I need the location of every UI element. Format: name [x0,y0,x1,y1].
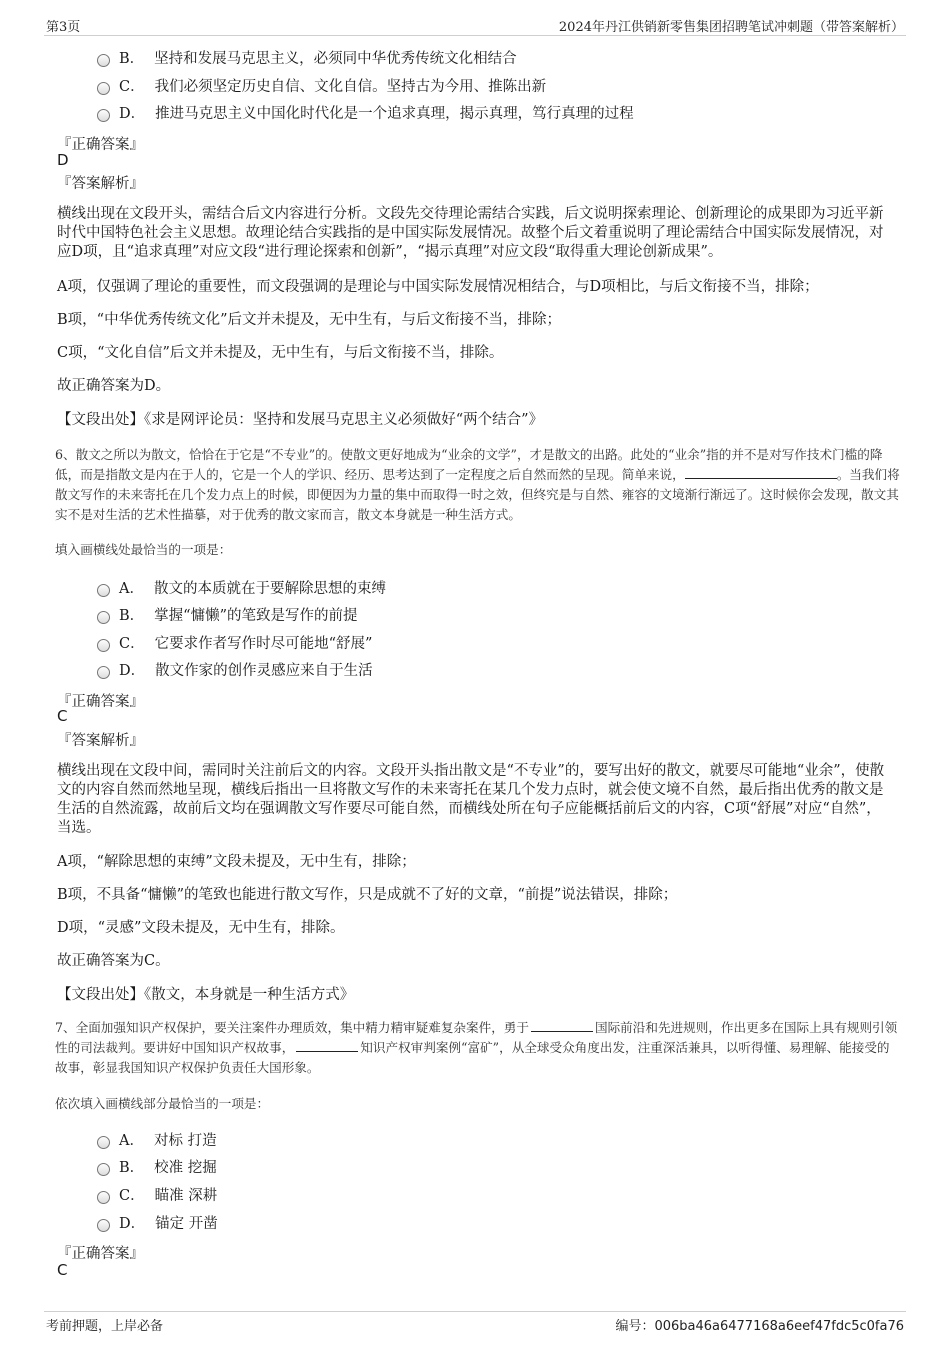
q6-stem: 6、散文之所以为散文，恰恰在于它是“不专业”的。使散文更好地成为“业余的文学”，才是散文的出路。此处的“业余”指的并不是对写作技术门槛的降低，而是指散文是内在于人的，它是一个人的学识、经历、思考达到了一定程度之后自然而然的呈现。简单来说， 。当我们将散文写作的未来寄托在几个发力点上的时候，即便因为力量的集中而取得一时之效，但终究是与自然、雍容的文境渐行渐远了。这时候你会发现，散文其实不是对生活的艺术性描摹，对于优秀的散文家而言，散文本身就是一种生活方式。 [55,447,900,522]
q5-analysis-p4: C项，“文化自信”后文并未提及，无中生有，与后文衔接不当，排除。 [57,345,504,361]
q5-analysis-p2: A项，仅强调了理论的重要性，而文段强调的是理论与中国实际发展情况相结合，与D项相比，与后文衔接不当，排除； [57,279,819,295]
q6-analysis-p3: B项，不具备“慵懒”的笔致也能进行散文写作，只是成就不了好的文章，“前提”说法错误，排除； [57,887,678,903]
q7-answer-label: 『正确答案』 [57,1246,144,1262]
fill-blank [296,1039,358,1052]
q7-answer: C [57,1261,68,1279]
q6-analysis-p2: A项，“解除思想的束缚”文段未提及，无中生有，排除； [57,854,416,870]
radio-icon[interactable] [97,584,110,597]
q5-option-d[interactable]: D． 推进马克思主义中国化时代化是一个追求真理，揭示真理，笃行真理的过程 [97,102,634,123]
q6-analysis-p1: 横线出现在文段中间，需同时关注前后文的内容。文段开头指出散文是“不专业”的，要写出好的散文，就要尽可能地“业余”，使散文的内容自然而然地呈现，横线后指出一旦将散文写作的未来寄托在某几个发力点时，就会使文境不自然，最后指出优秀的散文是生活的自然流露，故前后文均在强调散文写作要尽可能自然，而横线处所在句子应能概括前后文的内容，C项“舒展”对应“自然”，当选。 [57,763,885,836]
radio-icon[interactable] [97,611,110,624]
radio-icon[interactable] [97,639,110,652]
radio-icon[interactable] [97,109,110,122]
q5-analysis-p1: 横线出现在文段开头，需结合后文内容进行分析。文段先交待理论需结合实践，后文说明探索理论、创新理论的成果即为习近平新时代中国特色社会主义思想。故理论结合实践指的是中国实际发展情况。故整个后文着重说明了理论需结合中国实际发展情况，对应D项，且“追求真理”对应文段“进行理论探索和创新”，“揭示真理”对应文段“取得重大理论创新成果”。 [57,206,884,260]
q6-analysis-p4: D项，“灵感”文段未提及，无中生有，排除。 [57,920,345,936]
q6-option-c[interactable]: C． 它要求作者写作时尽可能地“舒展” [97,632,372,653]
q7-stem: 7、全面加强知识产权保护，要关注案件办理质效，集中精力精审疑难复杂案件，勇于 国际前沿和先进规则，作出更多在国际上具有规则引领性的司法裁判。要讲好中国知识产权故事， 知识产权审判案例“富矿”，从全球受众角度出发，注重深活兼具，以听得懂、易理解、能接受的故事，彰显我国知识产权保护负责任大国形象。 [55,1020,898,1075]
q6-prompt: 填入画横线处最恰当的一项是： [55,542,232,557]
q6-answer-label: 『正确答案』 [57,694,144,710]
q7-option-b[interactable]: B． 校准 挖掘 [97,1156,217,1177]
document-code: 编号：006ba46a6477168a6eef47fdc5c0fa76 [615,1319,904,1334]
radio-icon[interactable] [97,1191,110,1204]
radio-icon[interactable] [97,1136,110,1149]
footer-slogan: 考前押题，上岸必备 [46,1319,164,1334]
q7-option-a[interactable]: A． 对标 打造 [97,1129,217,1150]
q6-analysis-p5: 故正确答案为C。 [57,953,170,969]
q7-option-d[interactable]: D． 锚定 开凿 [97,1212,218,1233]
q6-source: 【文段出处】《散文，本身就是一种生活方式》 [57,987,355,1003]
q6-option-b[interactable]: B． 掌握“慵懒”的笔致是写作的前提 [97,604,357,625]
q5-analysis-p3: B项，“中华优秀传统文化”后文并未提及，无中生有，与后文衔接不当，排除； [57,312,561,328]
q5-analysis-label: 『答案解析』 [57,176,144,192]
page-number: 第3页 [46,20,81,35]
radio-icon[interactable] [97,1219,110,1232]
q6-analysis-label: 『答案解析』 [57,733,144,749]
fill-blank [531,1019,593,1032]
q5-option-b[interactable]: B． 坚持和发展马克思主义，必须同中华优秀传统文化相结合 [97,47,517,68]
q6-option-a[interactable]: A． 散文的本质就在于要解除思想的束缚 [97,577,386,598]
q5-answer: D [57,151,69,169]
document-title: 2024年丹江供销新零售集团招聘笔试冲刺题（带答案解析） [558,20,904,35]
q5-analysis-p5: 故正确答案为D。 [57,378,171,394]
q5-option-c[interactable]: C． 我们必须坚定历史自信、文化自信。坚持古为今用、推陈出新 [97,75,546,96]
q7-prompt: 依次填入画横线部分最恰当的一项是： [55,1096,270,1111]
header-divider [44,35,906,36]
fill-blank [685,466,837,479]
radio-icon[interactable] [97,82,110,95]
radio-icon[interactable] [97,666,110,679]
radio-icon[interactable] [97,54,110,67]
q7-option-c[interactable]: C． 瞄准 深耕 [97,1184,217,1205]
q5-source: 【文段出处】《求是网评论员：坚持和发展马克思主义必须做好“两个结合”》 [57,412,544,428]
footer-divider [44,1311,906,1312]
q6-answer: C [57,707,68,725]
q5-answer-label: 『正确答案』 [57,137,144,153]
radio-icon[interactable] [97,1163,110,1176]
q6-option-d[interactable]: D． 散文作家的创作灵感应来自于生活 [97,659,373,680]
